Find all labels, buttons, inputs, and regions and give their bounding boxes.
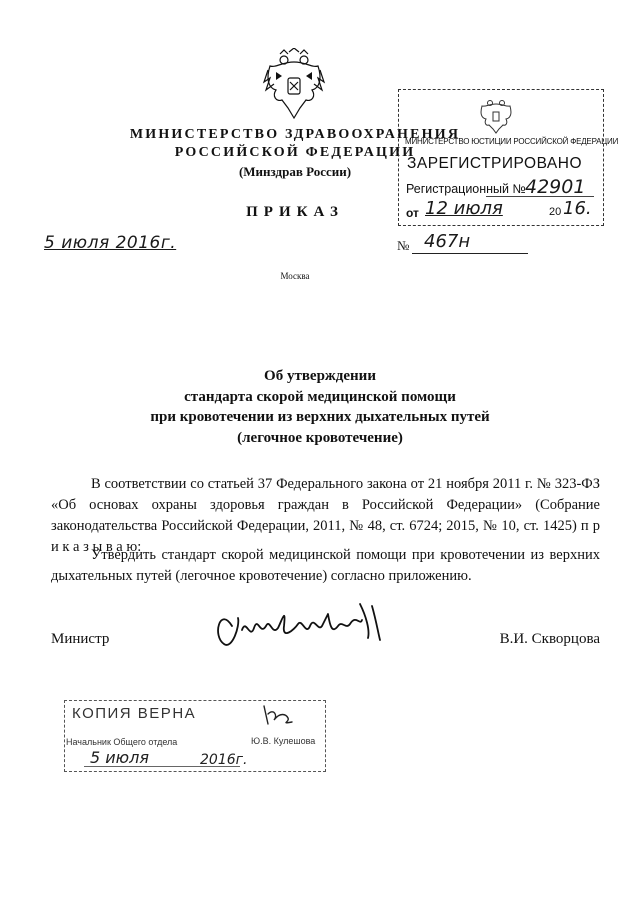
order-date: 5 июля 2016г. — [44, 233, 177, 253]
title-line: стандарта скорой медицинской помощи — [184, 388, 456, 405]
body-paragraph-preamble: В соответствии со статьей 37 Федерального закона от 21 ноября 2011 г. № 323-ФЗ «Об основах охраны здоровья граждан в Российской Федерации» (Собрание законодательства Российской Федерации, 2011, № 48, ст. 6724; 2015, № 10, ст. 1425) п р и к а з ы в а ю: — [51, 476, 600, 555]
title-line: (легочное кровотечение) — [237, 429, 403, 446]
order-number-line — [412, 253, 528, 254]
copy-stamp-title: КОПИЯ ВЕРНА — [72, 705, 197, 722]
handwritten-signature — [210, 596, 390, 656]
title-line: Об утверждении — [264, 368, 376, 384]
signatory-role: Министр — [51, 631, 110, 647]
stamp-date: 12 июля — [425, 198, 503, 219]
order-number-label: № — [397, 238, 410, 253]
copy-stamp-year: 2016г. — [200, 752, 248, 768]
title-line: при кровотечении из верхних дыхательных путей — [150, 409, 490, 425]
ministry-name-line2: РОССИЙСКОЙ ФЕДЕРАЦИИ — [174, 145, 416, 160]
document-type: ПРИКАЗ — [246, 204, 344, 220]
stamp-date-label: от — [406, 206, 419, 220]
stamp-reg-label: Регистрационный № — [406, 182, 526, 196]
stamp-eagle-icon — [478, 96, 514, 134]
document-title — [100, 366, 540, 448]
coat-of-arms-emblem — [262, 48, 326, 120]
copy-stamp-head-label: Начальник Общего отдела — [66, 737, 178, 747]
copy-stamp-head-name: Ю.В. Кулешова — [251, 736, 316, 746]
stamp-year: 16. — [563, 198, 592, 219]
body-paragraph-order: Утвердить стандарт скорой медицинской помощи при кровотечении из верхних дыхательных путей (легочное кровотечение) согласно приложению. — [51, 547, 600, 584]
stamp-year-prefix: 20 — [549, 206, 562, 218]
stamp-reg-number: 42901 — [525, 176, 586, 198]
ministry-short-name: (Минздрав России) — [238, 164, 352, 179]
signatory-name: В.И. Скворцова — [499, 631, 600, 647]
copy-stamp-date: 5 июля — [90, 748, 149, 767]
city: Москва — [280, 271, 310, 281]
order-number: 467н — [424, 231, 471, 252]
stamp-ministry-text: МИНИСТЕРСТВО ЮСТИЦИИ РОССИЙСКОЙ ФЕДЕРАЦИИ — [405, 137, 619, 146]
ministry-name-line1: МИНИСТЕРСТВО ЗДРАВООХРАНЕНИЯ — [129, 127, 461, 142]
copy-stamp-signature — [258, 702, 298, 728]
stamp-registered-title: ЗАРЕГИСТРИРОВАНО — [407, 155, 583, 172]
